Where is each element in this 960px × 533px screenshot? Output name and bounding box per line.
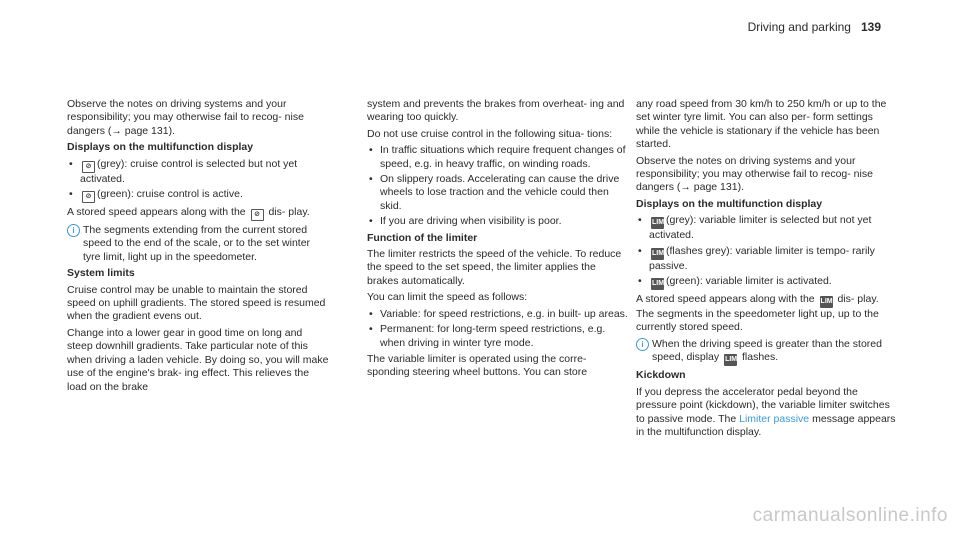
display-list [67, 158, 329, 203]
page-number: 139 [860, 20, 881, 34]
page-header [748, 20, 881, 34]
cruise-control-icon: ⊘ [251, 209, 264, 221]
limiter-icon: LIM [651, 278, 664, 290]
cruise-control-icon: ⊘ [82, 161, 95, 173]
limiter-icon: LIM [651, 217, 664, 229]
heading-displays: Displays on the multifunction display [67, 141, 254, 154]
heading-system-limits: System limits [67, 267, 135, 280]
paragraph: Observe the notes on driving systems and your responsibility; you may otherwise fail to recog- nise dangers (→ page 131). [636, 154, 873, 194]
paragraph: A stored speed appears along with the LIM dis- play. The segments in the speedometer light up, up to the currently stored speed. [636, 293, 879, 334]
info-icon: i [636, 338, 649, 351]
list-item: • ⊘ (grey): cruise control is selected but not yet activated. [67, 158, 329, 186]
list-item: • If you are driving when visibility is poor. [367, 215, 629, 228]
paragraph: Do not use cruise control in the following situa- tions: [367, 127, 613, 140]
limiter-icon: LIM [820, 296, 833, 308]
paragraph: You can limit the speed as follows: [367, 291, 528, 304]
paragraph: Cruise control may be unable to maintain the stored speed on uphill gradients. The stored speed is resumed when the gradient evens out. [67, 283, 326, 323]
info-note: i The segments extending from the current stored speed to the end of the scale, or to the set winter tyre limit, light up in the speedometer. [67, 224, 329, 264]
heading-function-limiter: Function of the limiter [367, 231, 478, 244]
limiter-display-list [636, 214, 898, 290]
column-1 [67, 98, 329, 397]
paragraph: A stored speed appears along with the ⊘ dis- play. [67, 206, 329, 221]
column-2 [367, 98, 629, 383]
list-item: • LIM (flashes grey): variable limiter is tempo- rarily passive. [636, 245, 898, 273]
column-3 [636, 98, 898, 442]
limit-list [367, 308, 629, 350]
paragraph: The limiter restricts the speed of the vehicle. To reduce the speed to the set speed, the limiter applies the brakes automatically. [367, 248, 622, 287]
cruise-control-icon: ⊘ [82, 191, 95, 203]
heading-displays-limiter: Displays on the multifunction display [636, 197, 823, 210]
paragraph: Change into a lower gear in good time on long and steep downhill gradients. Take particular note of this when driving a laden vehicle. By doing so, you will make use of the engine's brak- ing effect. This relieves the load on the brake [67, 326, 329, 393]
section-title: Driving and parking [747, 20, 851, 34]
paragraph: The variable limiter is operated using the corre- sponding steering wheel buttons. You can store [367, 352, 588, 379]
limiter-passive-message: Limiter passive [739, 412, 810, 425]
list-item: • On slippery roads. Accelerating can cause the drive wheels to lose traction and the vehicle could then skid. [367, 173, 629, 213]
list-item: • In traffic situations which require frequent changes of speed, e.g. in heavy traffic, on winding roads. [367, 144, 629, 171]
info-icon: i [67, 224, 80, 237]
list-item: • LIM (grey): variable limiter is selected but not yet activated. [636, 214, 898, 242]
list-item: • LIM (green): variable limiter is activated. [636, 275, 898, 290]
situations-list [367, 144, 629, 228]
paragraph: If you depress the accelerator pedal beyond the pressure point (kickdown), the variable limiter switches to passive mode. The Limiter passive message appears in the multifunction display. [636, 385, 896, 438]
list-item: • ⊘ (green): cruise control is active. [67, 188, 329, 203]
limiter-icon: LIM [724, 354, 737, 366]
watermark: carmanualsonline.info [752, 505, 948, 526]
info-note: i When the driving speed is greater than the stored speed, display LIM flashes. [636, 338, 898, 366]
list-item: • Variable: for speed restrictions, e.g. in built- up areas. [367, 308, 629, 321]
heading-kickdown: Kickdown [636, 369, 686, 382]
paragraph: system and prevents the brakes from overheat- ing and wearing too quickly. [367, 98, 625, 124]
list-item: • Permanent: for long-term speed restrictions, e.g. when driving in winter tyre mode. [367, 323, 629, 350]
paragraph: any road speed from 30 km/h to 250 km/h or up to the set winter tyre limit. You can also per- form settings while the vehicle is stationary if the vehicle has been started. [636, 98, 887, 151]
limiter-icon: LIM [651, 248, 664, 260]
paragraph: Observe the notes on driving systems and your responsibility; you may otherwise fail to recog- nise dangers (→ page 131). [67, 98, 304, 137]
